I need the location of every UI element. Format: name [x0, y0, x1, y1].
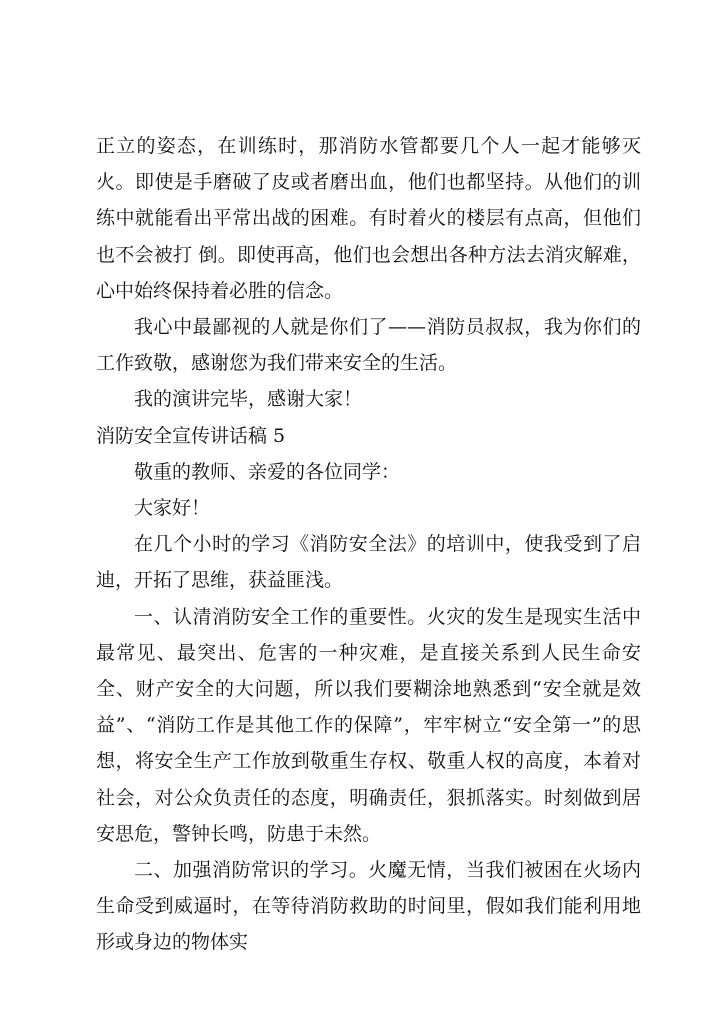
- paragraph-intro: 在几个小时的学习《消防安全法》的培训中，使我受到了启迪，开拓了思维，获益匪浅。: [96, 533, 641, 592]
- paragraph-training: 正立的姿态，在训练时，那消防水管都要几个人一起才能够灭火。即使是手磨破了皮或者磨出血，他们也都坚持。从他们的训练中就能看出平常出战的困难。有时着火的楼层有点高，但他们也不会被打 倒。即使再高，他们也会想出各种方法去消灾解难，心中始终保持着必胜的信念。: [96, 135, 641, 302]
- paragraph-greeting: 大家好！: [134, 497, 211, 520]
- paragraph-closing: 我的演讲完毕，感谢大家！: [134, 388, 363, 411]
- paragraph-point-two: 二、加强消防常识的学习。火魔无情，当我们被困在火场内生命受到威逼时，在等待消防救助的时间里，假如我们能利用地形或身边的物体实: [96, 859, 641, 954]
- paragraph-salutation: 敬重的教师、亲爱的各位同学：: [134, 460, 401, 483]
- paragraph-tribute: 我心中最鄙视的人就是你们了——消防员叔叔，我为你们的工作致敬，感谢您为我们带来安全的生活。: [96, 316, 641, 375]
- paragraph-point-one: 一、认清消防安全工作的重要性。火灾的发生是现实生活中最常见、最突出、危害的一种灾难，是直接关系到人民生命安全、财产安全的大问题，所以我们要糊涂地熟悉到“安全就是效益”、“消防工作是其他工作的保障”，牢牢树立“安全第一”的思想，将安全生产工作放到敬重生存权、敬重人权的高度，本着对社会，对公众负责任的态度，明确责任，狠抓落实。时刻做到居安思危，警钟长鸣，防患于未然。: [96, 605, 641, 845]
- document-body: [96, 128, 641, 961]
- section-heading: 消防安全宣传讲话稿 5: [96, 424, 286, 447]
